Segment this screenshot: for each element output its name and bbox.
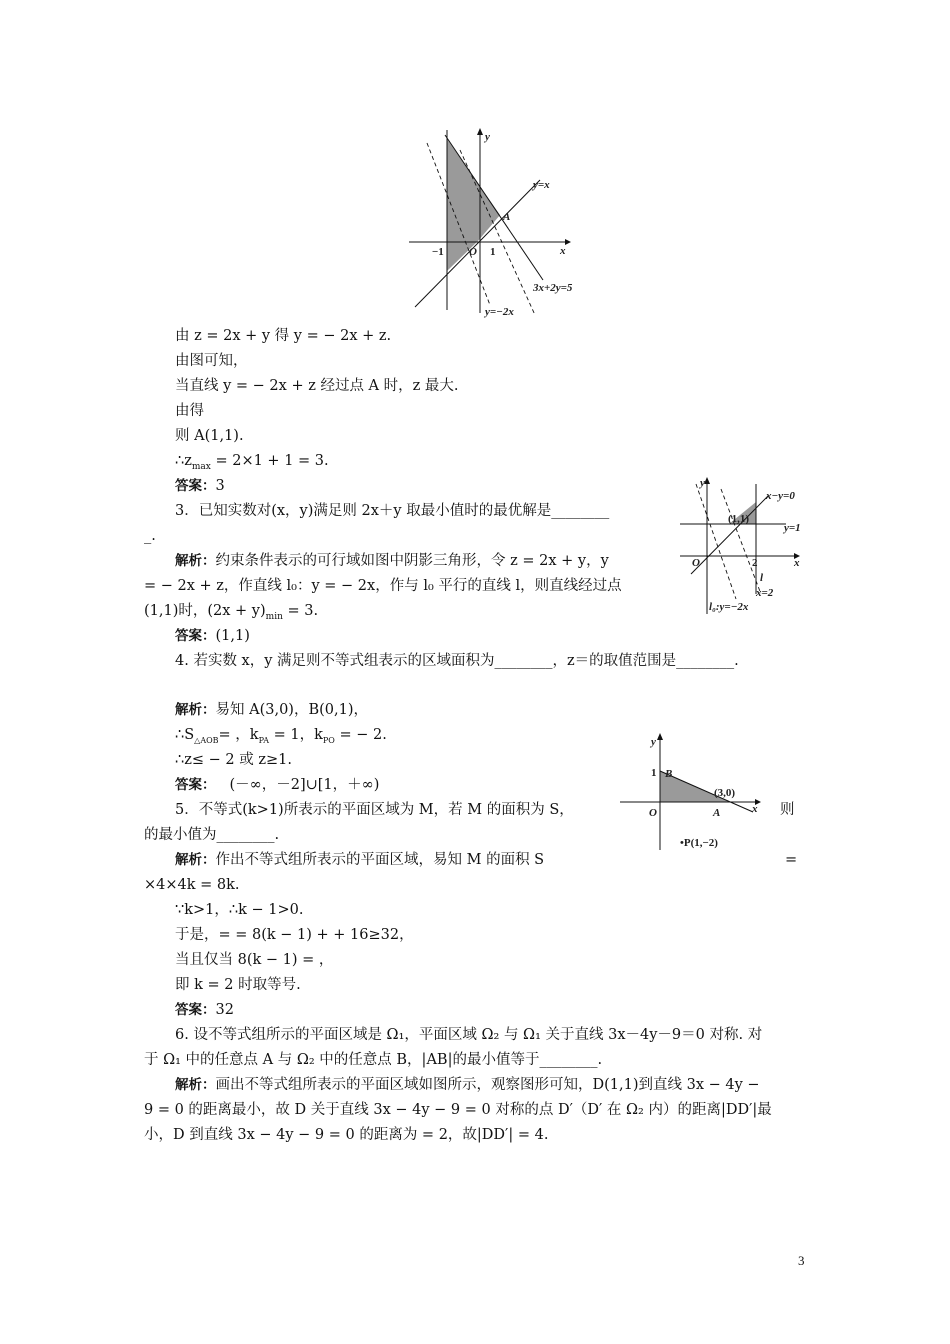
fig2-label-l: l	[760, 572, 764, 584]
answer-line	[175, 1000, 234, 1020]
fig3-label-b: B	[665, 768, 673, 780]
aob-sub: △AOB	[194, 735, 219, 745]
zmax-rest: = 2×1 + 1 = 3.	[210, 453, 329, 469]
min-rest: = 3.	[282, 603, 319, 619]
question-4: 4. 若实数 x，y 满足则不等式组表示的区域面积为________，z＝的取值范围是________.	[175, 653, 739, 669]
answer-line	[175, 626, 250, 646]
text-line: 由得	[175, 403, 204, 419]
solution-line	[175, 551, 609, 571]
solution-line	[175, 700, 368, 720]
answer-value: (－∞，－2]∪[1，＋∞)	[229, 777, 380, 793]
text-line: ×4×4k = 8k.	[144, 877, 240, 893]
zmax-z: ∴z	[175, 453, 192, 469]
fig2-label-l0: l₀:y=−2x	[709, 601, 749, 613]
area-eq: = ，k	[218, 727, 259, 743]
figure-feasible-region-1	[405, 125, 605, 320]
text-line: ∴z≤ − 2 或 z≥1.	[175, 752, 292, 768]
fig1-label-yx: y=x	[533, 179, 550, 191]
fig2-label-x: x	[794, 557, 800, 569]
min-sub: min	[265, 611, 283, 622]
kpo-sub: PO	[322, 735, 335, 745]
text-line: = − 2x + z，作直线 l₀：y = − 2x，作与 l₀ 平行的直线 l，则直线经过点	[144, 578, 622, 594]
solution-text: 作出不等式组所表示的平面区域，易知 M 的面积 S	[215, 852, 545, 868]
fig1-label-x: x	[560, 245, 566, 257]
question-5: 5．不等式(k>1)所表示的平面区域为 M，若 M 的面积为 S，	[175, 802, 574, 818]
fig3-label-one: 1	[651, 767, 657, 779]
text-line: _.	[144, 528, 156, 544]
text-line: 9 = 0 的距离最小，故 D 关于直线 3x − 4y − 9 = 0 对称的点 D′（D′ 在 Ω₂ 内）的距离|DD′|最	[144, 1102, 772, 1118]
figure-feasible-region-2	[676, 474, 816, 619]
fig3-label-x: x	[752, 803, 758, 815]
answer-value: 32	[215, 1002, 234, 1018]
kpa-sub: PA	[258, 735, 270, 745]
question-6: 6. 设不等式组所示的平面区域是 Ω₁，平面区域 Ω₂ 与 Ω₁ 关于直线 3x－4y－9＝0 对称. 对	[175, 1027, 763, 1043]
answer-value: (1,1)	[215, 628, 250, 644]
kpa-rest: = 1，k	[269, 727, 323, 743]
text-line: 当且仅当 8(k − 1) = ，	[175, 952, 334, 968]
text-line: 的最小值为________.	[144, 827, 280, 843]
fig2-label-point: (1,1)	[728, 513, 750, 525]
fig1-label-a: A	[503, 211, 511, 223]
answer-label: 答案：	[175, 777, 216, 793]
fig1-label-line2: y=−2x	[485, 306, 514, 318]
zmax-sub: max	[191, 461, 211, 472]
fig2-label-xy0: x−y=0	[766, 490, 795, 502]
text-line: 于 Ω₁ 中的任意点 A 与 Ω₂ 中的任意点 B，|AB|的最小值等于________.	[144, 1052, 603, 1068]
zmax-line	[175, 451, 329, 477]
fig2-label-y: y	[700, 477, 705, 489]
page-number: 3	[798, 1253, 805, 1268]
fig2-label-two: 2	[752, 557, 758, 569]
figure-region-aob	[618, 730, 768, 855]
solution-text: 画出不等式组所表示的平面区域如图所示，观察图形可知，D(1,1)到直线 3x − 4y −	[215, 1077, 760, 1093]
fig1-label-line1: 3x+2y=5	[533, 282, 573, 294]
text-line: 小，D 到直线 3x − 4y − 9 = 0 的距离为 = 2，故|DD′| = 4.	[144, 1127, 549, 1143]
fig1-label-one: 1	[490, 246, 496, 258]
fig2-label-x2: x=2	[756, 587, 774, 599]
solution-line	[175, 1075, 760, 1095]
text-line: 由 z = 2x + y 得 y = − 2x + z.	[175, 328, 392, 344]
fig3-label-30: (3,0)	[714, 787, 736, 799]
fig1-label-origin: O	[469, 246, 477, 258]
solution-label: 解析：	[175, 553, 216, 569]
question-3: 3．已知实数对(x，y)满足则 2x＋y 取最小值时的最优解是________	[175, 503, 610, 519]
solution-label: 解析：	[175, 1077, 216, 1093]
answer-label: 答案：	[175, 1002, 216, 1018]
solution-text: 易知 A(3,0)，B(0,1)，	[215, 702, 368, 718]
fig3-label-y: y	[651, 736, 656, 748]
fig1-label-minus1: −1	[432, 246, 444, 258]
fig2-label-origin: O	[692, 557, 700, 569]
solution-line	[175, 850, 544, 870]
solution-label: 解析：	[175, 852, 216, 868]
answer-label: 答案：	[175, 628, 216, 644]
fig3-label-a: A	[713, 807, 721, 819]
text-line: =	[785, 852, 798, 868]
area-line	[175, 725, 387, 751]
fig2-label-y1: y=1	[784, 522, 801, 534]
answer-line	[175, 775, 379, 795]
text-line: 则	[780, 802, 795, 818]
min-line	[144, 601, 318, 627]
fig3-label-origin: O	[649, 807, 657, 819]
kpo-rest: = − 2.	[334, 727, 387, 743]
text-line: 于是，= = 8(k − 1) + + 16≥32，	[175, 927, 414, 943]
text-line: 当直线 y = − 2x + z 经过点 A 时，z 最大.	[175, 378, 459, 394]
min-expr: (1,1)时，(2x + y)	[144, 603, 266, 619]
solution-label: 解析：	[175, 702, 216, 718]
fig3-label-p: •P(1,−2)	[680, 837, 718, 849]
text-line: ∵k>1，∴k − 1>0.	[175, 902, 304, 918]
answer-value: 3	[215, 478, 225, 494]
solution-text: 约束条件表示的可行域如图中阴影三角形，令 z = 2x + y，y	[215, 553, 609, 569]
area-s: ∴S	[175, 727, 195, 743]
text-line: 则 A(1,1).	[175, 428, 244, 444]
answer-line	[175, 476, 225, 496]
fig1-label-y: y	[485, 131, 490, 143]
answer-label: 答案：	[175, 478, 216, 494]
text-line: 即 k = 2 时取等号.	[175, 977, 301, 993]
text-line: 由图可知，	[175, 353, 248, 369]
